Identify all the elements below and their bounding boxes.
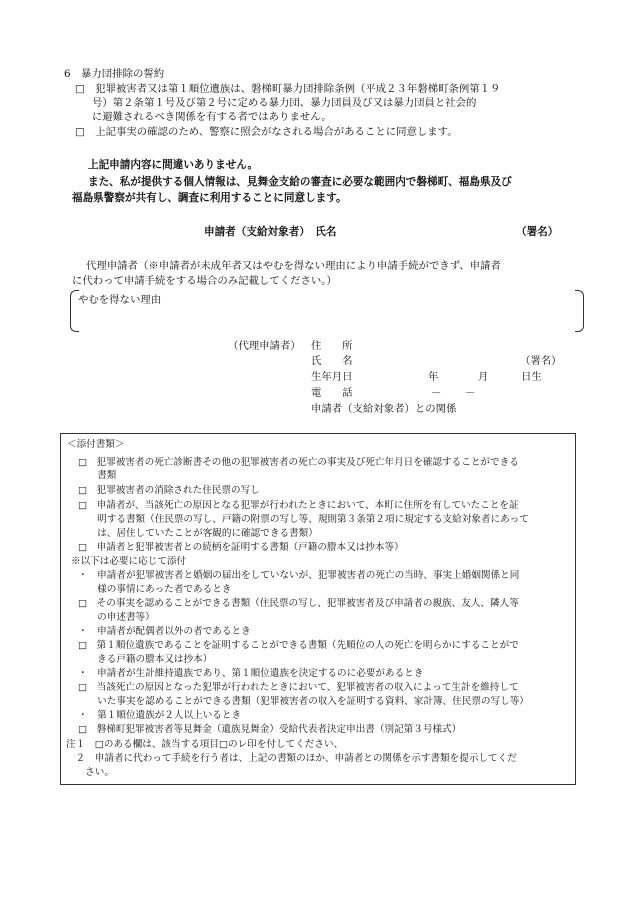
attachment-line: きる戸籍の謄本又は抄本） <box>78 654 213 665</box>
attachment-line: いた事実を認めることができる書類（犯罪被害者の収入を証明する資料、家計簿、住民票の写し等） <box>78 696 529 707</box>
proxy-birth-label: 生年月日 <box>311 371 353 383</box>
attachment-line[interactable]: □ 犯罪被害者の死亡診断書その他の犯罪被害者の死亡の事実及び死亡年月日を確認することができる <box>78 457 519 468</box>
proxy-name-label: 氏 名 <box>311 355 353 367</box>
attachment-line[interactable]: □ 申請者と犯罪被害者との続柄を証明する書類（戸籍の謄本又は抄本等） <box>78 542 404 553</box>
reason-right-bracket <box>575 290 584 332</box>
attachment-line[interactable]: □ 犯罪被害者の消除された住民票の写し <box>78 485 260 496</box>
section-heading: 6 暴力団排除の誓約 <box>64 68 165 80</box>
pledge-item-2[interactable]: □ 上記事実の確認のため、警察に照会がなされる場合があることに同意します。 <box>75 126 458 138</box>
attachment-line: ・ 申請者が配偶者以外の者であるとき <box>78 626 251 637</box>
proxy-relation-label: 申請者（支給対象者）との関係 <box>311 403 457 415</box>
note-2-line-1: ２ 申請者に代わって手続を行う者は、上記の書類のほか、申請者との関係を示す書類を提示してくだ <box>66 753 517 764</box>
reason-input-box[interactable] <box>70 290 584 332</box>
proxy-phone-label: 電 話 <box>311 387 353 399</box>
proxy-signature-label: （署名） <box>520 355 562 367</box>
attachment-line: ・ 第１順位遺族が２人以上いるとき <box>78 710 242 721</box>
declaration-line-3: 福島県警察が共有し、調査に利用することに同意します。 <box>72 192 347 204</box>
attachment-line: ・ 申請者が生計維持遺族であり、第１順位遺族を決定するのに必要があるとき <box>78 668 424 679</box>
attachments-box <box>60 433 576 785</box>
proxy-address-label: 住 所 <box>311 340 353 352</box>
declaration-line-1: 上記申請内容に間違いありません。 <box>88 159 259 171</box>
pledge-item-1-line-3: に避難されるべき関係を有する者ではありません。 <box>92 111 332 123</box>
proxy-label: （代理申請者） <box>228 340 301 352</box>
declaration-line-2: また、私が提供する個人情報は、見舞金支給の審査に必要な範囲内で磐梯町、福島県及び <box>88 176 512 188</box>
attachment-line[interactable]: □ その事実を認めることができる書類（住民票の写し、犯罪被害者及び申請者の親族、友人、隣人等 <box>78 598 519 609</box>
proxy-phone-dash-1: － <box>431 387 442 399</box>
reason-label: やむを得ない理由 <box>78 294 162 306</box>
attachment-line: の申述書等） <box>78 612 155 623</box>
applicant-signature-label: （署名） <box>516 226 559 238</box>
proxy-birth-day: 日生 <box>521 371 542 383</box>
note-2-line-2: さい。 <box>66 767 114 778</box>
proxy-note-line-2: に代わって申請手続をする場合のみ記載してください。） <box>72 275 337 287</box>
attachment-line: ・ 申請者が犯罪被害者と婚姻の届出をしていないが、犯罪被害者の死亡の当時、事実上婚姻関係と同 <box>78 570 520 581</box>
pledge-item-1-line-2: 号）第２条第１号及び第２号に定める暴力団、暴力団員及び又は暴力団員と社会的 <box>92 97 477 109</box>
attachment-line[interactable]: □ 当該死亡の原因となった犯罪が行われたときにおいて、犯罪被害者の収入によって生計を維持して <box>78 682 519 693</box>
attachments-heading: ＜添付書類＞ <box>67 439 125 450</box>
attachment-line[interactable]: □ 磐梯町犯罪被害者等見舞金（遺族見舞金）受給代表者決定申出書（別記第３号様式） <box>78 724 462 735</box>
applicant-name-label: 申請者（支給対象者） 氏名 <box>204 226 337 238</box>
attachment-line[interactable]: □ 申請者が、当該死亡の原因となる犯罪が行われたときにおいて、本町に住所を有していたことを証 <box>78 500 519 511</box>
attachment-line[interactable]: □ 第１順位遺族であることを証明することができる書類（先順位の人の死亡を明らかにすることがで <box>78 640 519 651</box>
attachment-line: 様の事情にあった者であるとき <box>78 584 232 595</box>
proxy-note-line-1: 代理申請者（※申請者が未成年者又はやむを得ない理由により申請手続ができず、申請者 <box>86 260 501 272</box>
proxy-birth-year: 年 <box>428 371 439 383</box>
proxy-birth-month: 月 <box>478 371 489 383</box>
note-1: 注１ □のある欄は、該当する項目□のレ印を付してください、 <box>66 739 344 750</box>
pledge-item-1-line-1[interactable]: □ 犯罪被害者又は第１順位遺族は、磐梯町暴力団排除条例（平成２３年磐梯町条例第１９ <box>75 83 501 95</box>
proxy-phone-dash-2: － <box>465 387 476 399</box>
attachment-line: は、居住していたことが客観的に確認できる書類） <box>78 528 318 539</box>
attachment-line: ※以下は必要に応じて添付 <box>71 556 187 567</box>
attachment-line: 書類 <box>78 470 117 481</box>
attachment-line: 明する書類（住民票の写し、戸籍の附票の写し等、規則第３条第２項に規定する支給対象者にあって <box>78 514 529 525</box>
